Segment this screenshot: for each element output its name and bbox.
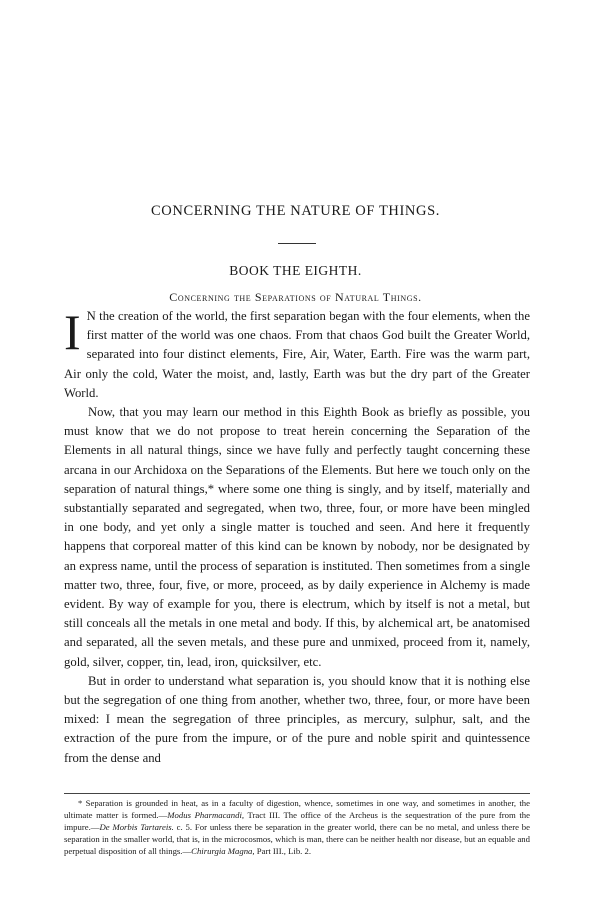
footnote-text-4: Part III., Lib. 2. — [254, 846, 312, 857]
chapter-subheading: Concerning the Separations of Natural Things. — [169, 290, 422, 304]
footnote-citation-1: Modus Pharmacandi, — [167, 810, 245, 821]
footnote-divider — [64, 793, 530, 794]
footnote-citation-3: Chirurgia Magna, — [191, 846, 255, 857]
drop-cap: I — [64, 304, 81, 360]
footnote-text-3: c. 5. For unless there be separation in the greater world, there can be no metal, and unless there be separation in the smaller world, that is, in the microcosmos, which is man, there can be neither health nor disease, but an equable and perpetual disposition of all things.— — [64, 822, 530, 857]
page-title: CONCERNING THE NATURE OF THINGS. — [151, 203, 440, 219]
paragraph-2: Now, that you may learn our method in this Eighth Book as briefly as possible, you must know that we do not propose to treat herein concerning the Separation of the Elements in all natural things, since we have fully and perfectly taught concerning these arcana in our Archidoxa on the Separations of the Elements. But here we touch only on the separation of natural things,* where some one thing is singly, and by itself, materially and substantially separated and segregated, when two, three, four, or more have been mingled in one body, and yet only a single matter is touched and seen. And here it frequently happens that corporeal matter of this kind can be known by nobody, nor be designated by an express name, until the process of separation is instituted. Then sometimes from a single matter two, three, four, five, or more, proceed, as by daily experience in Alchemy is made evident. By way of example for you, there is electrum, which by itself is not a metal, but still conceals all the metals in one metal and body. If this, by alchemical art, be anatomised and separated, all the seven metals, and these pure and unmixed, proceed from it, namely, gold, silver, copper, tin, lead, iron, quicksilver, etc. — [64, 405, 530, 669]
paragraph-1-text: N the creation of the world, the first separation began with the four elements, when the first matter of the world was one chaos. From that chaos God built the Greater World, separated into four distinct elements, Fire, Air, Water, Earth. Fire was the warm part, Air only the cold, Water the moist, and, lastly, Earth was but the dry part of the Greater World. — [64, 309, 530, 400]
footnote-text-1: * Separation is grounded in heat, as in a faculty of digestion, whence, sometimes in one way, and sometimes in another, the ultimate matter is formed.— — [64, 798, 530, 821]
title-divider — [278, 243, 316, 244]
footnote-text-2: Tract III. The office of the Archeus is the sequestration of the pure from the impure.— — [64, 810, 530, 833]
footnote-citation-2: De Morbis Tartareis. — [99, 822, 174, 833]
paragraph-3: But in order to understand what separation is, you should know that it is nothing else but the segregation of one thing from another, whether two, three, four, or more have been mixed: I mean the segregation of three principles, as mercury, sulphur, salt, and the extraction of the pure from the impure, or of the pure and noble spirit and quintessence from the dense and — [64, 673, 530, 765]
book-heading: BOOK THE EIGHTH. — [229, 263, 362, 278]
footnote — [64, 797, 530, 857]
body-text — [64, 304, 530, 768]
paragraph-1 — [64, 304, 530, 403]
